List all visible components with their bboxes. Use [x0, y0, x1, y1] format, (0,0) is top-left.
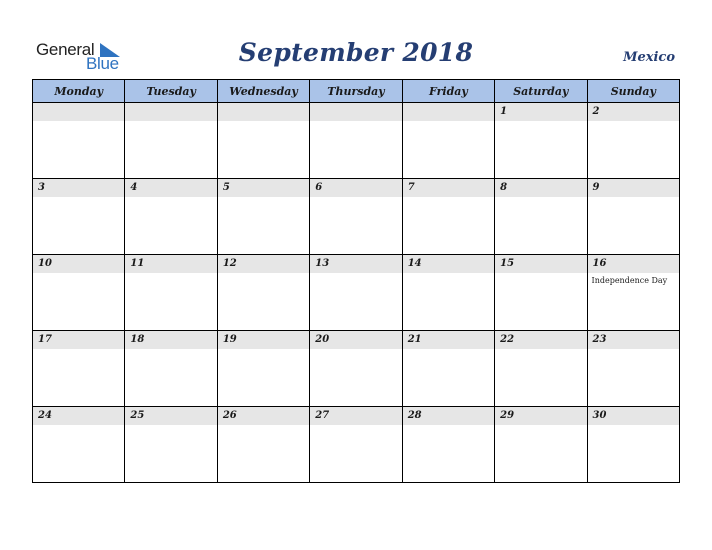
- day-strip: [310, 331, 401, 349]
- day-strip: [218, 331, 309, 349]
- day-strip: [495, 331, 586, 349]
- day-cell: [310, 407, 402, 483]
- day-strip: [125, 255, 216, 273]
- day-cell: [217, 331, 309, 407]
- day-number: 11: [130, 258, 145, 269]
- day-strip: [218, 179, 309, 197]
- day-number: 8: [500, 182, 508, 193]
- day-number: 15: [500, 258, 515, 269]
- day-cell: [125, 103, 217, 179]
- day-strip: [403, 103, 494, 121]
- day-cell: [33, 103, 125, 179]
- day-strip: [588, 103, 679, 121]
- day-strip: [33, 407, 124, 425]
- day-strip: [403, 331, 494, 349]
- day-number: 7: [407, 182, 415, 193]
- day-cell: [217, 407, 309, 483]
- day-strip: [588, 179, 679, 197]
- day-number: 17: [38, 334, 52, 345]
- week-row: [33, 103, 680, 179]
- day-cell: [587, 331, 679, 407]
- day-strip: [218, 103, 309, 121]
- day-cell: [587, 103, 679, 179]
- day-strip: [588, 331, 679, 349]
- day-cell: [495, 331, 587, 407]
- day-cell: [217, 179, 309, 255]
- calendar-title: September 2018: [238, 38, 474, 67]
- day-strip: [495, 179, 586, 197]
- day-strip: [33, 103, 124, 121]
- day-number: 2: [592, 106, 600, 117]
- day-cell: [125, 407, 217, 483]
- day-number: 18: [130, 334, 145, 345]
- day-strip: [218, 255, 309, 273]
- day-strip: [125, 179, 216, 197]
- day-strip: [495, 255, 586, 273]
- day-cell: [310, 255, 402, 331]
- country-label: Mexico: [623, 50, 675, 65]
- day-number: 1: [500, 106, 508, 117]
- day-number: 24: [38, 410, 52, 421]
- day-cell: [33, 179, 125, 255]
- week-row: [33, 179, 680, 255]
- day-strip: [403, 407, 494, 425]
- day-number: 14: [407, 258, 422, 269]
- weekday-header: Sunday: [587, 80, 679, 103]
- day-cell: [33, 331, 125, 407]
- day-number: 20: [315, 334, 330, 345]
- day-strip: [218, 407, 309, 425]
- day-cell: [402, 331, 494, 407]
- day-cell: [310, 103, 402, 179]
- day-strip: [310, 103, 401, 121]
- day-number: 25: [130, 410, 145, 421]
- day-cell: [495, 407, 587, 483]
- weekday-header: Thursday: [310, 80, 402, 103]
- weekday-header: Tuesday: [125, 80, 217, 103]
- week-row: [33, 255, 680, 331]
- day-strip: [125, 103, 216, 121]
- day-number: 3: [38, 182, 45, 193]
- day-number: 5: [222, 182, 230, 193]
- day-number: 6: [315, 182, 323, 193]
- day-number: 13: [315, 258, 330, 269]
- day-strip: [33, 331, 124, 349]
- week-row: [33, 331, 680, 407]
- day-cell: [217, 255, 309, 331]
- weekday-header: Wednesday: [217, 80, 309, 103]
- day-cell: [495, 103, 587, 179]
- day-number: 22: [500, 334, 515, 345]
- day-cell: [33, 255, 125, 331]
- day-cell: [125, 255, 217, 331]
- day-cell: [310, 331, 402, 407]
- day-number: 28: [407, 410, 422, 421]
- day-number: 16: [592, 258, 607, 269]
- day-cell: [217, 103, 309, 179]
- day-number: 26: [222, 410, 237, 421]
- day-cell: [33, 407, 125, 483]
- day-strip: [310, 407, 401, 425]
- week-row: [33, 407, 680, 483]
- day-cell: [402, 255, 494, 331]
- holiday-label: Independence Day: [591, 276, 668, 285]
- weekday-header-row: [33, 80, 680, 103]
- day-strip: [495, 407, 586, 425]
- day-number: 29: [500, 410, 515, 421]
- day-strip: [588, 255, 679, 273]
- day-number: 27: [315, 410, 330, 421]
- day-cell: [125, 179, 217, 255]
- day-strip: [588, 407, 679, 425]
- logo-text-blue: Blue: [86, 54, 119, 73]
- day-number: 9: [592, 182, 600, 193]
- day-number: 4: [130, 182, 138, 193]
- day-cell: [495, 179, 587, 255]
- day-strip: [33, 255, 124, 273]
- weekday-header: Friday: [402, 80, 494, 103]
- day-strip: [33, 179, 124, 197]
- day-strip: [403, 255, 494, 273]
- weekday-header: Monday: [33, 80, 125, 103]
- day-number: 12: [222, 258, 237, 269]
- weekday-header: Saturday: [495, 80, 587, 103]
- day-number: 30: [592, 410, 607, 421]
- day-strip: [125, 407, 216, 425]
- day-cell: [402, 407, 494, 483]
- day-cell: [402, 179, 494, 255]
- calendar-grid: [32, 79, 680, 483]
- day-strip: [310, 255, 401, 273]
- day-cell: [495, 255, 587, 331]
- day-cell: [402, 103, 494, 179]
- day-number: 21: [407, 334, 422, 345]
- day-cell: [125, 331, 217, 407]
- day-cell: [587, 407, 679, 483]
- day-number: 23: [592, 334, 607, 345]
- logo-text-general: General: [36, 40, 95, 59]
- day-number: 10: [38, 258, 52, 269]
- day-number: 19: [222, 334, 237, 345]
- day-strip: [495, 103, 586, 121]
- day-cell: [310, 179, 402, 255]
- day-cell: [587, 255, 679, 331]
- day-cell: [587, 179, 679, 255]
- day-strip: [403, 179, 494, 197]
- day-strip: [125, 331, 216, 349]
- day-strip: [310, 179, 401, 197]
